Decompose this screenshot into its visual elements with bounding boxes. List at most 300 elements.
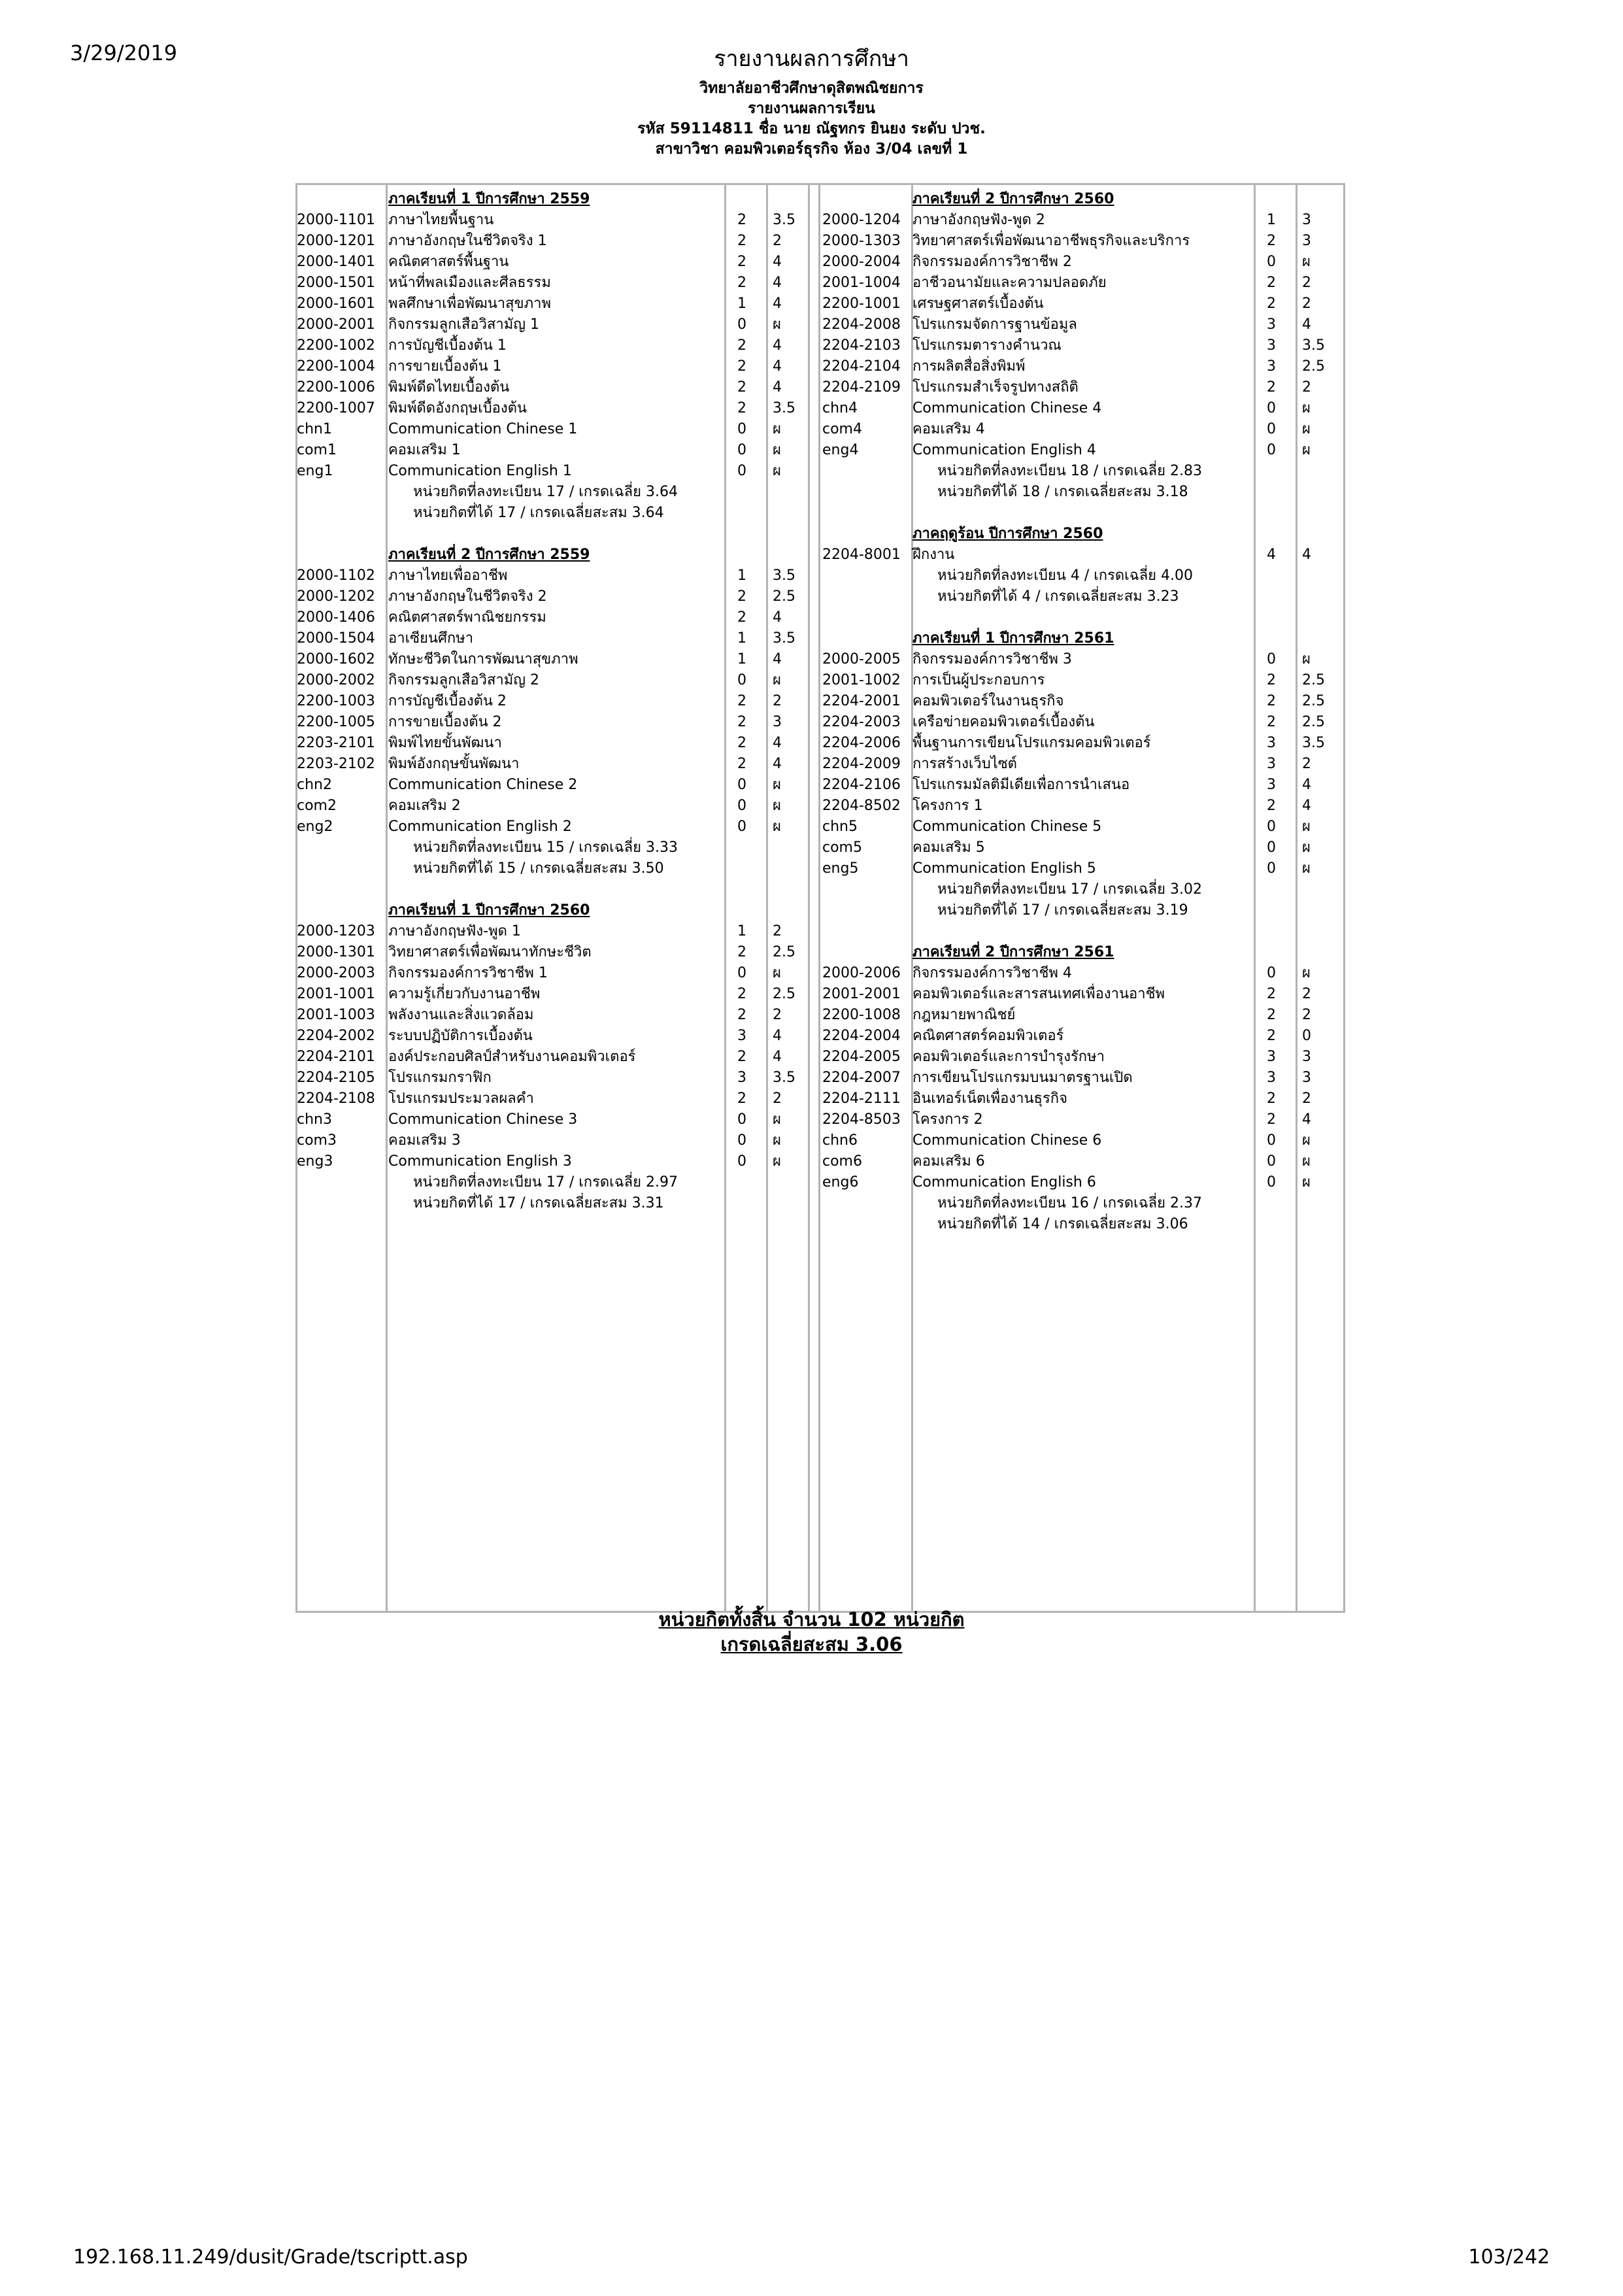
course-credit: 0 <box>737 421 746 437</box>
course-row <box>297 670 807 691</box>
course-grade: 2.5 <box>773 944 795 960</box>
course-row <box>297 231 807 252</box>
page-date: 3/29/2019 <box>70 41 178 65</box>
course-code: com1 <box>297 442 337 458</box>
course-grade: 4 <box>1302 316 1311 333</box>
course-name: อินเทอร์เน็ตเพื่องานธุรกิจ <box>912 1090 1067 1107</box>
course-grade: 4 <box>773 337 782 354</box>
course-code: 2000-1501 <box>297 275 375 291</box>
course-code: 2001-1003 <box>297 1007 375 1023</box>
course-row <box>297 210 807 231</box>
semester-summary <box>822 900 1332 921</box>
course-credit: 0 <box>1267 442 1276 458</box>
course-row <box>297 314 807 335</box>
course-row <box>297 733 807 754</box>
course-code: 2000-1301 <box>297 944 375 960</box>
course-code: 2001-1001 <box>297 986 375 1002</box>
course-code: 2204-2006 <box>822 735 901 751</box>
summary-text: หน่วยกิตที่ลงทะเบียน 15 / เกรดเฉลี่ย 3.33 <box>413 839 678 856</box>
course-code: 2204-2111 <box>822 1090 901 1107</box>
summary-text: หน่วยกิตที่ลงทะเบียน 17 / เกรดเฉลี่ย 3.64 <box>413 484 678 500</box>
course-grade: ผ <box>773 1132 781 1149</box>
course-name: โปรแกรมมัลติมีเดียเพื่อการนำเสนอ <box>912 777 1130 793</box>
course-code: chn6 <box>822 1132 858 1149</box>
summary-text: หน่วยกิตที่ลงทะเบียน 4 / เกรดเฉลี่ย 4.00 <box>937 567 1194 584</box>
course-row <box>297 712 807 733</box>
course-credit: 2 <box>737 986 746 1002</box>
course-row <box>822 294 1332 314</box>
course-credit: 3 <box>1267 316 1276 333</box>
course-credit: 0 <box>737 965 746 981</box>
course-name: การเป็นผู้ประกอบการ <box>912 672 1045 688</box>
course-row <box>297 607 807 628</box>
course-credit: 2 <box>1267 693 1276 709</box>
course-credit: 0 <box>1267 421 1276 437</box>
course-grade: 3 <box>1302 1049 1311 1065</box>
course-row <box>297 984 807 1005</box>
semester-summary <box>297 482 807 503</box>
course-row <box>297 356 807 377</box>
course-row <box>822 1172 1332 1193</box>
course-code: 2200-1002 <box>297 337 375 354</box>
course-credit: 0 <box>1267 1132 1276 1149</box>
course-name: เศรษฐศาสตร์เบื้องต้น <box>912 295 1044 312</box>
course-code: 2000-2002 <box>297 672 375 688</box>
semester-summary <box>822 1214 1332 1235</box>
transcript-table <box>295 183 1345 1613</box>
course-row <box>297 754 807 775</box>
course-grade: 2 <box>1302 986 1311 1002</box>
course-credit: 2 <box>737 337 746 354</box>
course-row <box>822 837 1332 858</box>
course-credit: 2 <box>1267 379 1276 396</box>
course-name: โครงการ 2 <box>912 1111 983 1128</box>
course-credit: 0 <box>737 777 746 793</box>
course-grade: 0 <box>1302 1028 1311 1044</box>
course-row <box>822 398 1332 419</box>
table-top-border <box>295 183 1345 185</box>
course-name: คอมเสริม 5 <box>912 839 985 856</box>
course-row <box>822 754 1332 775</box>
course-code: 2000-1303 <box>822 233 901 249</box>
course-grade: 2.5 <box>1302 693 1325 709</box>
course-credit: 3 <box>1267 1049 1276 1065</box>
course-name: คณิตศาสตร์พาณิชยกรรม <box>388 609 546 626</box>
course-row <box>297 921 807 942</box>
course-code: 2000-1401 <box>297 254 375 270</box>
course-credit: 0 <box>1267 965 1276 981</box>
course-name: วิทยาศาสตร์เพื่อพัฒนาอาชีพธุรกิจและบริการ <box>912 233 1190 249</box>
course-credit: 2 <box>737 400 746 416</box>
course-grade: 2 <box>1302 756 1311 772</box>
semester-summary <box>822 482 1332 503</box>
course-code: 2000-1202 <box>297 588 375 605</box>
course-name: การสร้างเว็บไซต์ <box>912 756 1017 772</box>
course-credit: 0 <box>1267 860 1276 877</box>
course-code: chn5 <box>822 819 858 835</box>
course-code: 2200-1001 <box>822 295 901 312</box>
course-credit: 3 <box>737 1070 746 1086</box>
course-grade: ผ <box>1302 1132 1311 1149</box>
semester-title: ภาคเรียนที่ 2 ปีการศึกษา 2560 <box>912 191 1114 207</box>
course-name: คอมเสริม 4 <box>912 421 985 437</box>
course-row <box>822 1109 1332 1130</box>
course-row <box>297 963 807 984</box>
course-row <box>297 691 807 712</box>
course-grade: ผ <box>773 1111 781 1128</box>
course-row <box>822 377 1332 398</box>
course-grade: 2 <box>1302 295 1311 312</box>
course-name: ภาษาอังกฤษในชีวิตจริง 2 <box>388 588 547 605</box>
course-row <box>297 273 807 294</box>
course-row <box>297 440 807 461</box>
course-row <box>822 231 1332 252</box>
semester-title: ภาคฤดูร้อน ปีการศึกษา 2560 <box>912 526 1103 542</box>
course-row <box>297 649 807 670</box>
course-name: กิจกรรมองค์การวิชาชีพ 3 <box>912 651 1072 667</box>
course-credit: 2 <box>737 1007 746 1023</box>
course-name: Communication English 3 <box>388 1153 572 1170</box>
course-grade: 3.5 <box>1302 735 1325 751</box>
course-grade: 3 <box>1302 233 1311 249</box>
course-code: 2200-1008 <box>822 1007 901 1023</box>
semester-title: ภาคเรียนที่ 1 ปีการศึกษา 2561 <box>912 630 1114 647</box>
course-name: Communication Chinese 1 <box>388 421 578 437</box>
course-grade: 2 <box>773 1090 782 1107</box>
semester-summary <box>297 1193 807 1214</box>
course-name: Communication English 1 <box>388 463 572 479</box>
college-name: วิทยาลัยอาชีวศึกษาดุสิตพณิชยการ <box>699 80 924 97</box>
semester-summary <box>297 503 807 524</box>
course-credit: 4 <box>1267 547 1276 563</box>
course-credit: 0 <box>1267 819 1276 835</box>
course-name: Communication Chinese 2 <box>388 777 578 793</box>
course-grade: 2 <box>1302 275 1311 291</box>
course-name: ระบบปฏิบัติการเบื้องต้น <box>388 1028 533 1044</box>
course-name: ความรู้เกี่ยวกับงานอาชีพ <box>388 986 541 1002</box>
semester-header <box>822 628 1332 649</box>
course-credit: 0 <box>737 798 746 814</box>
cumulative-gpa: เกรดเฉลี่ยสะสม 3.06 <box>720 1633 903 1655</box>
course-row <box>822 356 1332 377</box>
course-row <box>297 942 807 963</box>
course-credit: 3 <box>1267 1070 1276 1086</box>
course-code: 2000-1101 <box>297 212 375 228</box>
course-grade: 4 <box>773 1049 782 1065</box>
course-row <box>297 377 807 398</box>
course-row <box>297 1026 807 1047</box>
course-grade: 3.5 <box>1302 337 1325 354</box>
course-row <box>297 1047 807 1068</box>
course-row <box>297 775 807 796</box>
course-name: โปรแกรมประมวลผลคำ <box>388 1090 534 1107</box>
course-grade: 4 <box>1302 547 1311 563</box>
course-name: คอมพิวเตอร์และสารสนเทศเพื่องานอาชีพ <box>912 986 1165 1002</box>
course-row <box>297 566 807 586</box>
course-code: 2200-1004 <box>297 358 375 375</box>
course-name: พิมพ์ดีดไทยเบื้องต้น <box>388 379 510 396</box>
course-grade: 4 <box>773 651 782 667</box>
course-name: กิจกรรมลูกเสือวิสามัญ 1 <box>388 316 539 333</box>
course-code: eng2 <box>297 819 333 835</box>
course-row <box>822 691 1332 712</box>
course-code: 2000-1601 <box>297 295 375 312</box>
course-name: กิจกรรมองค์การวิชาชีพ 1 <box>388 965 548 981</box>
course-grade: 3 <box>1302 1070 1311 1086</box>
course-name: Communication English 4 <box>912 442 1096 458</box>
course-name: โปรแกรมกราฟิก <box>388 1070 492 1086</box>
semester-summary <box>822 1193 1332 1214</box>
course-name: ฝึกงาน <box>912 547 955 563</box>
course-row <box>297 398 807 419</box>
course-code: com2 <box>297 798 337 814</box>
course-name: Communication Chinese 6 <box>912 1132 1102 1149</box>
course-credit: 0 <box>737 819 746 835</box>
course-code: 2204-8502 <box>822 798 901 814</box>
course-grade: 4 <box>773 756 782 772</box>
course-grade: 3.5 <box>773 1070 795 1086</box>
column-divider <box>818 183 820 1613</box>
course-credit: 3 <box>737 1028 746 1044</box>
column-divider <box>1343 183 1345 1613</box>
course-row <box>822 775 1332 796</box>
semester-summary <box>822 586 1332 607</box>
course-credit: 2 <box>737 609 746 626</box>
course-credit: 2 <box>737 944 746 960</box>
course-grade: 4 <box>773 735 782 751</box>
course-name: การบัญชีเบื้องต้น 1 <box>388 337 507 354</box>
course-grade: ผ <box>773 777 781 793</box>
course-name: Communication Chinese 5 <box>912 819 1102 835</box>
page-title: รายงานผลการศึกษา <box>714 46 909 72</box>
course-row <box>822 1089 1332 1109</box>
course-code: 2001-1004 <box>822 275 901 291</box>
course-grade: ผ <box>1302 965 1311 981</box>
course-grade: 3 <box>773 714 782 730</box>
course-code: 2000-2004 <box>822 254 901 270</box>
semester-summary <box>297 837 807 858</box>
summary-text: หน่วยกิตที่ได้ 17 / เกรดเฉลี่ยสะสม 3.64 <box>413 505 664 521</box>
summary-text: หน่วยกิตที่ลงทะเบียน 17 / เกรดเฉลี่ย 2.97 <box>413 1174 678 1190</box>
course-grade: ผ <box>1302 400 1311 416</box>
course-row <box>822 984 1332 1005</box>
course-credit: 2 <box>1267 798 1276 814</box>
course-credit: 1 <box>737 923 746 939</box>
course-grade: 2 <box>1302 379 1311 396</box>
totals <box>0 1607 1623 1657</box>
course-name: กฎหมายพาณิชย์ <box>912 1007 1016 1023</box>
course-name: อาเซียนศึกษา <box>388 630 474 647</box>
course-name: อาชีวอนามัยและความปลอดภัย <box>912 275 1107 291</box>
course-credit: 2 <box>1267 1028 1276 1044</box>
page-number: 103/242 <box>1468 2246 1550 2269</box>
course-row <box>822 712 1332 733</box>
course-grade: 2 <box>773 233 782 249</box>
report-header <box>0 78 1623 160</box>
course-grade: ผ <box>773 463 781 479</box>
summary-text: หน่วยกิตที่ลงทะเบียน 17 / เกรดเฉลี่ย 3.02 <box>937 881 1203 898</box>
course-code: 2203-2102 <box>297 756 375 772</box>
course-code: chn2 <box>297 777 332 793</box>
course-name: Communication English 5 <box>912 860 1096 877</box>
course-credit: 1 <box>737 295 746 312</box>
course-grade: 2.5 <box>1302 714 1325 730</box>
course-grade: 4 <box>773 275 782 291</box>
course-credit: 0 <box>1267 839 1276 856</box>
course-credit: 2 <box>1267 1007 1276 1023</box>
summary-text: หน่วยกิตที่ลงทะเบียน 18 / เกรดเฉลี่ย 2.83 <box>937 463 1203 479</box>
course-grade: 4 <box>773 358 782 375</box>
course-credit: 1 <box>1267 212 1276 228</box>
course-credit: 0 <box>737 442 746 458</box>
course-credit: 2 <box>1267 275 1276 291</box>
course-row <box>297 461 807 482</box>
course-grade: ผ <box>1302 442 1311 458</box>
course-code: 2204-2109 <box>822 379 901 396</box>
course-credit: 2 <box>737 1049 746 1065</box>
summary-text: หน่วยกิตที่ได้ 4 / เกรดเฉลี่ยสะสม 3.23 <box>937 588 1179 605</box>
course-grade: ผ <box>773 672 781 688</box>
course-name: การผลิตสื่อสิ่งพิมพ์ <box>912 358 1026 375</box>
course-row <box>822 796 1332 817</box>
course-grade: ผ <box>1302 819 1311 835</box>
course-name: คอมเสริม 3 <box>388 1132 461 1149</box>
course-row <box>822 1005 1332 1026</box>
course-credit: 1 <box>737 651 746 667</box>
footer-url: 192.168.11.249/dusit/Grade/tscriptt.asp <box>73 2246 468 2269</box>
course-grade: 2 <box>773 693 782 709</box>
course-row <box>297 586 807 607</box>
course-row <box>822 733 1332 754</box>
course-grade: ผ <box>1302 1174 1311 1190</box>
course-credit: 2 <box>737 254 746 270</box>
course-code: 2204-2007 <box>822 1070 901 1086</box>
course-credit: 3 <box>1267 735 1276 751</box>
course-name: คอมเสริม 1 <box>388 442 461 458</box>
course-credit: 2 <box>737 379 746 396</box>
course-code: com4 <box>822 421 862 437</box>
course-row <box>822 1130 1332 1151</box>
course-code: 2000-1201 <box>297 233 375 249</box>
course-code: 2204-2105 <box>297 1070 375 1086</box>
course-code: 2000-1203 <box>297 923 375 939</box>
course-credit: 0 <box>1267 651 1276 667</box>
course-code: chn3 <box>297 1111 332 1128</box>
course-grade: ผ <box>1302 860 1311 877</box>
summary-text: หน่วยกิตที่ได้ 17 / เกรดเฉลี่ยสะสม 3.19 <box>937 902 1188 919</box>
summary-text: หน่วยกิตที่ได้ 15 / เกรดเฉลี่ยสะสม 3.50 <box>413 860 664 877</box>
semester-title: ภาคเรียนที่ 2 ปีการศึกษา 2559 <box>388 547 590 563</box>
course-credit: 0 <box>737 1132 746 1149</box>
course-grade: ผ <box>1302 254 1311 270</box>
course-row <box>297 419 807 440</box>
semester-title: ภาคเรียนที่ 1 ปีการศึกษา 2559 <box>388 191 590 207</box>
course-name: ภาษาไทยเพื่ออาชีพ <box>388 567 508 584</box>
course-name: โปรแกรมตารางคำนวณ <box>912 337 1062 354</box>
course-code: eng4 <box>822 442 859 458</box>
semester-summary <box>822 879 1332 900</box>
course-name: Communication English 2 <box>388 819 572 835</box>
course-credit: 2 <box>737 275 746 291</box>
course-code: 2204-2008 <box>822 316 901 333</box>
course-credit: 2 <box>737 714 746 730</box>
course-name: โครงการ 1 <box>912 798 983 814</box>
course-name: การขายเบื้องต้น 1 <box>388 358 502 375</box>
course-credit: 3 <box>1267 756 1276 772</box>
course-credit: 2 <box>1267 714 1276 730</box>
course-code: 2204-8503 <box>822 1111 901 1128</box>
course-row <box>822 545 1332 566</box>
course-code: chn1 <box>297 421 332 437</box>
course-name: คณิตศาสตร์คอมพิวเตอร์ <box>912 1028 1064 1044</box>
course-grade: ผ <box>773 316 781 333</box>
course-credit: 2 <box>737 358 746 375</box>
student-info: รหัส 59114811 ชื่อ นาย ณัฐทกร ยินยง ระดับ ปวช. <box>637 120 986 137</box>
course-name: การบัญชีเบื้องต้น 2 <box>388 693 507 709</box>
course-code: 2001-2001 <box>822 986 901 1002</box>
course-row <box>822 1068 1332 1089</box>
semester-header <box>297 900 807 921</box>
course-credit: 0 <box>737 1153 746 1170</box>
course-grade: 4 <box>1302 1111 1311 1128</box>
course-code: 2000-1504 <box>297 630 375 647</box>
course-row <box>822 210 1332 231</box>
course-credit: 2 <box>1267 295 1276 312</box>
course-credit: 0 <box>1267 1153 1276 1170</box>
course-name: Communication English 6 <box>912 1174 1096 1190</box>
course-name: พลังงานและสิ่งแวดล้อม <box>388 1007 534 1023</box>
course-row <box>822 314 1332 335</box>
course-code: com3 <box>297 1132 337 1149</box>
course-grade: 2.5 <box>773 986 795 1002</box>
course-grade: ผ <box>773 421 781 437</box>
course-name: พลศึกษาเพื่อพัฒนาสุขภาพ <box>388 295 551 312</box>
course-code: 2000-1204 <box>822 212 901 228</box>
course-row <box>297 796 807 817</box>
course-credit: 0 <box>1267 254 1276 270</box>
course-name: กิจกรรมลูกเสือวิสามัญ 2 <box>388 672 539 688</box>
course-row <box>822 1047 1332 1068</box>
course-code: com6 <box>822 1153 862 1170</box>
course-grade: 2.5 <box>1302 358 1325 375</box>
course-name: Communication Chinese 4 <box>912 400 1102 416</box>
course-credit: 0 <box>737 316 746 333</box>
course-grade: ผ <box>1302 1153 1311 1170</box>
semester-summary <box>822 566 1332 586</box>
course-name: คอมเสริม 6 <box>912 1153 985 1170</box>
semester-header <box>822 524 1332 545</box>
course-grade: ผ <box>773 442 781 458</box>
course-name: โปรแกรมสำเร็จรูปทางสถิติ <box>912 379 1079 396</box>
column-divider <box>808 183 810 1613</box>
course-grade: 2 <box>773 1007 782 1023</box>
course-grade: 4 <box>773 1028 782 1044</box>
summary-text: หน่วยกิตที่ลงทะเบียน 16 / เกรดเฉลี่ย 2.37 <box>937 1195 1203 1211</box>
summary-text: หน่วยกิตที่ได้ 18 / เกรดเฉลี่ยสะสม 3.18 <box>937 484 1188 500</box>
course-code: 2000-2006 <box>822 965 901 981</box>
course-name: คณิตศาสตร์พื้นฐาน <box>388 254 509 270</box>
course-grade: 2 <box>773 923 782 939</box>
course-credit: 1 <box>737 567 746 584</box>
course-name: คอมพิวเตอร์และการบำรุงรักษา <box>912 1049 1105 1065</box>
course-name: วิทยาศาสตร์เพื่อพัฒนาทักษะชีวิต <box>388 944 592 960</box>
semester-title: ภาคเรียนที่ 2 ปีการศึกษา 2561 <box>912 944 1114 960</box>
course-code: 2000-2001 <box>297 316 375 333</box>
course-row <box>297 1089 807 1109</box>
course-name: เครือข่ายคอมพิวเตอร์เบื้องต้น <box>912 714 1095 730</box>
semester-summary <box>822 461 1332 482</box>
course-name: โปรแกรมจัดการฐานข้อมูล <box>912 316 1077 333</box>
